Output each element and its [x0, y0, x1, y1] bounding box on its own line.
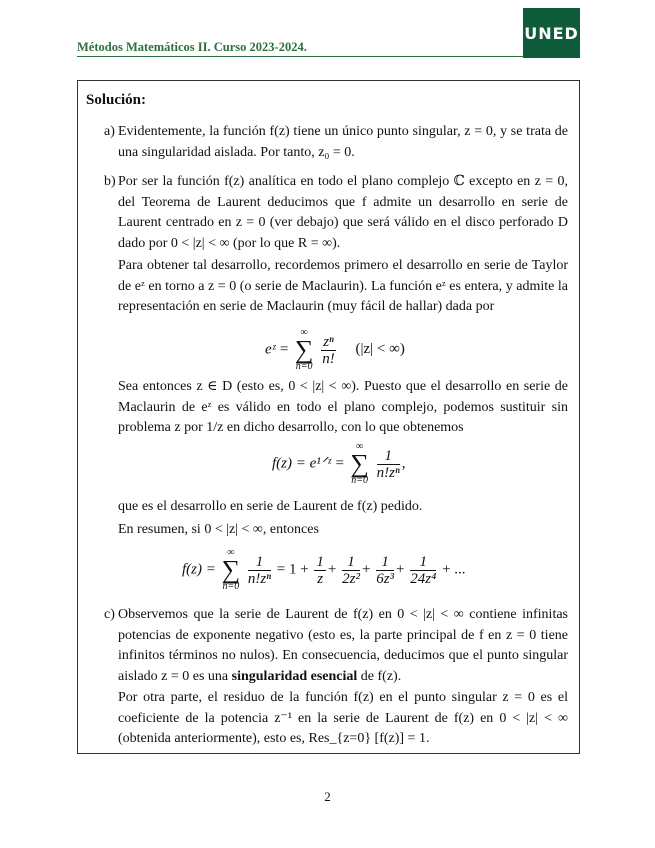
eq3-term-2: $\frac{1}{\text{2z²}}$: [342, 553, 360, 587]
item-a-label: a): [104, 124, 115, 139]
item-a-text: Evidentemente, la función f(z) tiene un único punto singular, z = 0, y se trata de una singularidad aislada. Por tanto, z₀ = 0.: [118, 124, 568, 160]
item-c-paragraph-2: Por otra parte, el residuo de la función f(z) en el punto singular z = 0 es el coeficiente de la potencia z⁻¹ en la serie de Laurent de f(z) en 0 < |z| < ∞ (obtenida anteriormente), esto es, Res_{z=0} [f(z)] = 1.: [118, 690, 568, 746]
eq3-sum-symbol: ∞ ∑ n=0: [221, 547, 241, 592]
eq3-term-4: $\frac{1}{\text{24z⁴}}$: [410, 553, 437, 587]
eq1-sum-symbol: ∞ ∑ n=0: [294, 327, 314, 372]
item-b-paragraph-3: Sea entonces z ∈ D (esto es, 0 < |z| < ∞). Puesto que el desarrollo en serie de Maclaurin de eᶻ es válido en todo el plano complejo, podemos sustituir sin problema z por 1/z en dicho desarrollo, con lo que obtenemos: [118, 379, 568, 435]
item-c-label: c): [104, 607, 115, 622]
document-header-title: Métodos Matemáticos II. Curso 2023-2024.: [77, 40, 307, 54]
eq1-fraction: $\frac{\text{zⁿ}}{n!}$: [322, 333, 335, 367]
eq3-fraction-general: $\frac{1}{\text{n!zⁿ}}$: [247, 553, 271, 587]
page-number: 2: [324, 789, 331, 804]
uned-logo: UNED: [523, 8, 580, 58]
solution-title: Solución:: [86, 92, 147, 108]
eq2-lhs: f(z) = e¹ᐟᶻ =: [272, 455, 345, 472]
item-b-label: b): [104, 174, 116, 189]
eq3-lhs: f(z) =: [182, 561, 216, 578]
item-b-paragraph-2: Para obtener tal desarrollo, recordemos primero el desarrollo en serie de Taylor de eᶻ en torno a z = 0 (o serie de Maclaurin). La función eᶻ es entera, y admite la representación en serie de Maclaurin (muy fácil de hallar) dada por: [118, 258, 568, 314]
item-b-paragraph-5: En resumen, si 0 < |z| < ∞, entonces: [118, 522, 319, 537]
eq2-sum-symbol: ∞ ∑ n=0: [350, 441, 369, 486]
eq3-tail: + ...: [442, 561, 466, 578]
item-a: [104, 122, 568, 163]
equation-maclaurin: [265, 328, 405, 372]
eq2-fraction: $\frac{1}{\text{n!zⁿ}}$: [376, 447, 400, 481]
eq1-condition: (|z| < ∞): [355, 341, 405, 358]
essential-singularity-term: singularidad esencial: [231, 668, 358, 684]
equation-laurent-expanded: f(z) = ∞ ∑ n=0 $\frac{1}{\text{n!zⁿ}}$ = 1 + $\frac{1}{z}$ + $\frac{1}{\text{2z²}}$ + $\frac{1}{\text{6z³}}$ + $\frac{1}{\text{24z⁴}}$ + ...: [182, 547, 466, 592]
item-b: [104, 172, 568, 254]
item-b-paragraph-4: que es el desarrollo en serie de Laurent de f(z) pedido.: [118, 499, 423, 514]
header-rule: [77, 56, 523, 57]
eq3-mid: = 1 +: [276, 561, 309, 578]
equation-laurent: f(z) = e¹ᐟᶻ = ∞ ∑ n=0 $\frac{1}{\text{n!zⁿ}}$ ,: [272, 441, 406, 486]
eq3-term-3: $\frac{1}{\text{6z³}}$: [376, 553, 395, 587]
eq1-lhs: eᶻ =: [265, 341, 290, 358]
item-c-text-end: de f(z).: [360, 668, 402, 684]
item-c-text: Observemos que la serie de Laurent de f(z) en 0 < |z| < ∞ contiene infinitas potencias de exponente negativo (esto es, la parte principal de f en z = 0 tiene infinitos términos no nulos). En consecuencia, deducimos que el punto singular aislado z = 0 es una: [118, 607, 568, 684]
item-b-text: Por ser la función f(z) analítica en todo el plano complejo ℂ excepto en z = 0, del Teorema de Laurent deducimos que f admite un desarrollo en serie de Laurent centrado en z = 0 (ver debajo) que será válido en el disco perforado D dado por 0 < |z| < ∞ (por lo que R = ∞).: [118, 174, 568, 251]
item-c: [104, 605, 568, 687]
eq3-term-1: $\frac{1}{z}$: [316, 553, 324, 587]
